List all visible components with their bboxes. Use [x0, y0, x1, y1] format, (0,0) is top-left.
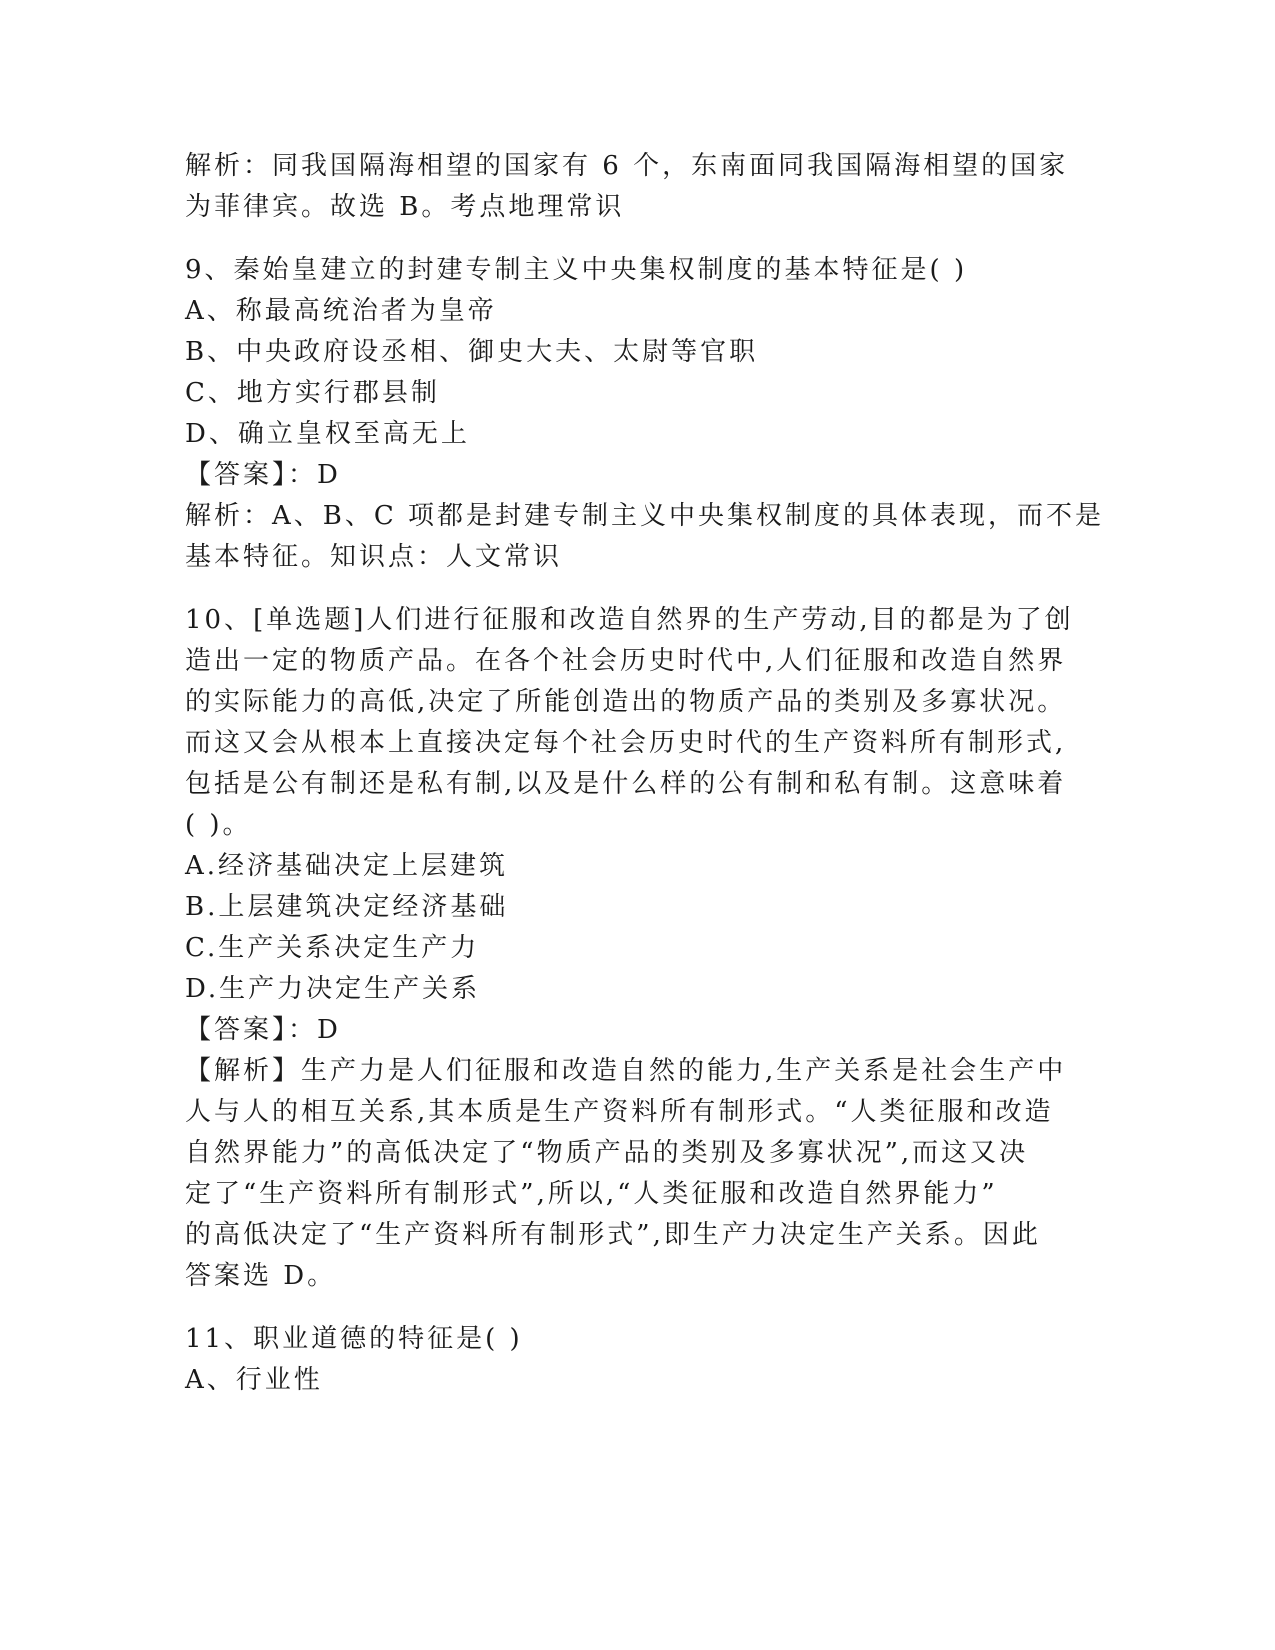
question-stem: 9、秦始皇建立的封建专制主义中央集权制度的基本特征是( ) — [185, 255, 968, 285]
option-a: A.经济基础决定上层建筑 — [185, 851, 509, 881]
question-stem-line: 包括是公有制还是私有制,以及是什么样的公有制和私有制。这意味着 — [185, 769, 1067, 799]
question-11 — [185, 1319, 1065, 1401]
document-page — [185, 146, 1105, 1401]
explanation-line: 为菲律宾。故选 B。考点地理常识 — [185, 192, 625, 222]
explanation-line: 解析：同我国隔海相望的国家有 6 个，东南面同我国隔海相望的国家 — [185, 151, 1069, 181]
option-a: A、行业性 — [185, 1365, 323, 1395]
answer: 【答案】：D — [185, 460, 341, 490]
question-stem-line: 的实际能力的高低,决定了所能创造出的物质产品的类别及多寡状况。 — [185, 687, 1067, 717]
question-stem-line: 10、[单选题]人们进行征服和改造自然界的生产劳动,目的都是为了创 — [185, 605, 1074, 635]
option-c: C、地方实行郡县制 — [185, 378, 440, 408]
q8-explanation — [185, 146, 1069, 228]
option-b: B.上层建筑决定经济基础 — [185, 892, 509, 922]
option-c: C.生产关系决定生产力 — [185, 933, 480, 963]
option-b: B、中央政府设丞相、御史大夫、太尉等官职 — [185, 337, 759, 367]
explanation-line: 定了“生产资料所有制形式”,所以,“人类征服和改造自然界能力” — [185, 1179, 998, 1209]
option-d: D.生产力决定生产关系 — [185, 974, 481, 1004]
explanation-line: 人与人的相互关系,其本质是生产资料所有制形式。“人类征服和改造 — [185, 1097, 1054, 1127]
question-stem-line: ( )。 — [185, 810, 252, 840]
explanation-line: 自然界能力”的高低决定了“物质产品的类别及多寡状况”,而这又决 — [185, 1138, 1029, 1168]
explanation-line: 【解析】生产力是人们征服和改造自然的能力,生产关系是社会生产中 — [185, 1056, 1067, 1086]
explanation-line: 的高低决定了“生产资料所有制形式”,即生产力决定生产关系。因此 — [185, 1220, 1041, 1250]
option-d: D、确立皇权至高无上 — [185, 419, 470, 449]
explanation-line: 解析：A、B、C 项都是封建专制主义中央集权制度的具体表现，而不是 — [185, 501, 1105, 531]
option-a: A、称最高统治者为皇帝 — [185, 296, 497, 326]
answer: 【答案】：D — [185, 1015, 341, 1045]
question-9 — [185, 250, 1105, 578]
explanation-line: 答案选 D。 — [185, 1261, 337, 1291]
explanation-line: 基本特征。知识点：人文常识 — [185, 542, 563, 572]
question-10 — [185, 600, 1074, 1297]
question-stem-line: 而这又会从根本上直接决定每个社会历史时代的生产资料所有制形式, — [185, 728, 1067, 758]
question-stem: 11、职业道德的特征是( ) — [185, 1324, 523, 1354]
question-stem-line: 造出一定的物质产品。在各个社会历史时代中,人们征服和改造自然界 — [185, 646, 1067, 676]
